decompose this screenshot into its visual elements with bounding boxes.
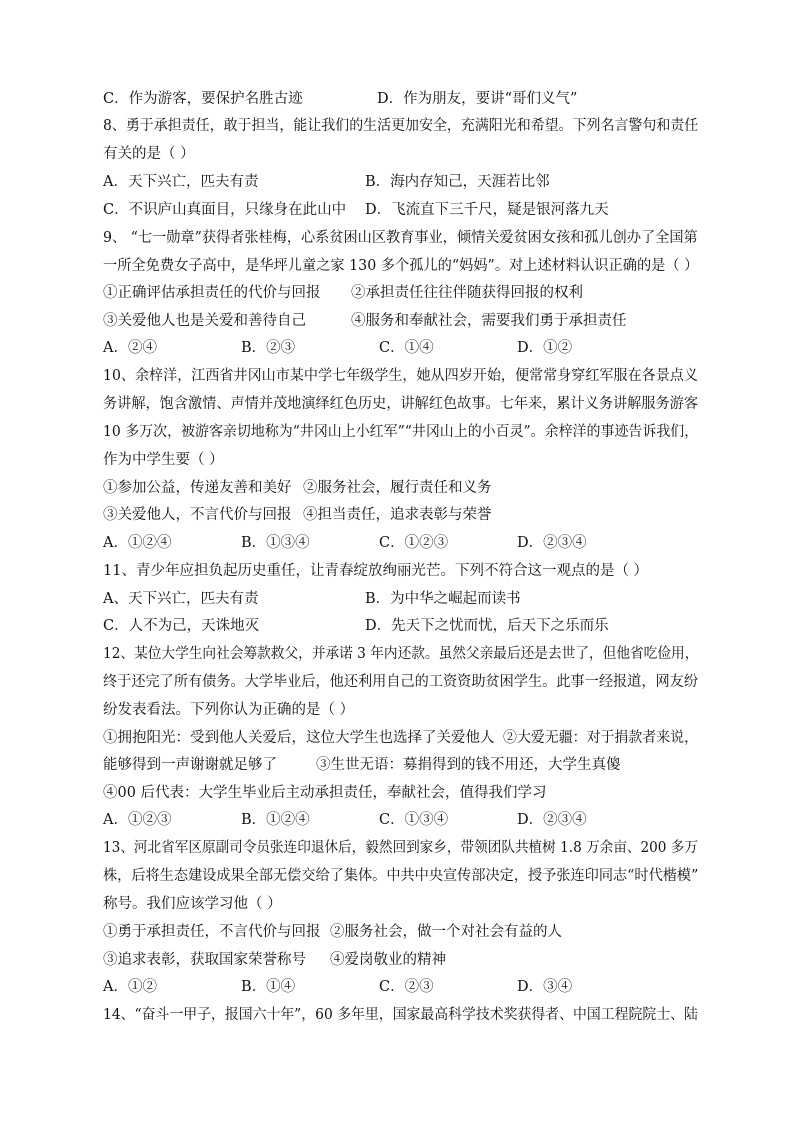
- text-line: [103, 421, 698, 443]
- text-line: [103, 227, 698, 249]
- line-text: 株，后将生态建设成果全部无偿交给了集体。中共中央宣传部决定，授予张连印同志“时代楷模”: [103, 868, 699, 884]
- line-text: 10、余梓洋，江西省井冈山市某中学七年级学生，她从四岁开始，便常常身穿红军服在各景点义: [103, 368, 698, 384]
- option-text: ①拥抱阳光：受到他人关爱后，这位大学生也选择了关爱他人: [103, 730, 495, 746]
- option-text: A．天下兴亡，匹夫有责: [103, 174, 259, 190]
- text-line: [103, 477, 698, 499]
- text-line: [103, 143, 698, 165]
- text-line: [103, 310, 698, 332]
- text-line: [103, 949, 698, 971]
- text-line: [103, 365, 698, 387]
- line-text: 14、“奋斗一甲子，报国六十年”，60 多年里，国家最高科学技术奖获得者、中国工程院院士、陆: [103, 1007, 698, 1023]
- option-text: B．②③: [241, 340, 296, 356]
- option-text: A．①②③: [103, 812, 172, 828]
- option-text: B．①②④: [241, 812, 310, 828]
- option-text: ④服务和奉献社会，需要我们勇于承担责任: [351, 313, 627, 329]
- text-line: [103, 560, 698, 582]
- text-line: [103, 199, 698, 221]
- text-line: [103, 171, 698, 193]
- option-text: B．①④: [241, 979, 296, 995]
- text-line: [103, 727, 698, 749]
- text-line: [103, 115, 698, 137]
- option-text: C．①④: [379, 340, 434, 356]
- text-line: [103, 337, 698, 359]
- option-text: A．①②: [103, 979, 157, 995]
- text-line: [103, 699, 698, 721]
- option-text: ②服务社会，做一个对社会有益的人: [330, 924, 562, 940]
- option-text: ①参加公益，传递友善和美好: [103, 480, 292, 496]
- option-text: B．①③④: [241, 535, 310, 551]
- text-line: [103, 1004, 698, 1026]
- option-text: C．作为游客，要保护名胜古迹: [103, 91, 303, 107]
- option-text: D．③④: [517, 979, 573, 995]
- line-text: 有关的是（ ）: [103, 146, 195, 162]
- option-text: ①勇于承担责任，不言代价与回报: [103, 924, 321, 940]
- option-text: ④担当责任，追求表彰与荣誉: [303, 507, 492, 523]
- text-line: [103, 865, 698, 887]
- option-text: ③追求表彰，获取国家荣誉称号: [103, 952, 306, 968]
- option-text: D．先天下之忧而忧，后天下之乐而乐: [365, 618, 609, 634]
- text-line: [103, 282, 698, 304]
- line-text: 务讲解，饱含激情、声情并茂地演绎红色历史，讲解红色故事。七年来，累计义务讲解服务游客: [103, 396, 698, 412]
- option-text: A、天下兴亡，匹夫有责: [103, 591, 259, 607]
- line-text: 作为中学生要（ ）: [103, 452, 224, 468]
- text-line: [103, 837, 698, 859]
- option-text: C．①③④: [379, 812, 449, 828]
- option-text: ①正确评估承担责任的代价与回报: [103, 285, 321, 301]
- text-line: [103, 449, 698, 471]
- option-text: A．①②④: [103, 535, 172, 551]
- text-line: [103, 588, 698, 610]
- line-text: 终于还完了所有债务。大学毕业后，他还利用自己的工资资助贫困学生。此事一经报道，网友纷: [103, 674, 698, 690]
- option-text: ③关爱他人也是关爱和善待自己: [103, 313, 306, 329]
- option-text: A．②④: [103, 340, 157, 356]
- line-text: 一所全免费女子高中，是华坪儿童之家 130 多个孤儿的“妈妈”。对上述材料认识正确的是（ ）: [103, 258, 699, 274]
- text-line: [103, 809, 698, 831]
- option-text: C．不识庐山真面目，只缘身在此山中: [103, 202, 347, 218]
- text-line: [103, 976, 698, 998]
- option-text: ③生世无语：募捐得到的钱不用还，大学生真傻: [316, 757, 621, 773]
- option-text: ②服务社会，履行责任和义务: [303, 480, 492, 496]
- option-text: ②大爱无疆：对于捐款者来说，: [503, 730, 698, 746]
- text-line: [103, 393, 698, 415]
- text-line: [103, 754, 698, 776]
- line-text: 10 多万次，被游客亲切地称为“井冈山上小红军”“井冈山上的小百灵”。余梓洋的事迹告诉我们，: [103, 424, 699, 440]
- line-text: 9、 “七一勋章”获得者张桂梅，心系贫困山区教育事业，倾情关爱贫困女孩和孤儿创办了全国第: [103, 230, 698, 246]
- option-text: C．②③: [379, 979, 434, 995]
- option-text: ②承担责任往往伴随获得回报的权利: [351, 285, 583, 301]
- option-text: ④爱岗敬业的精神: [330, 952, 446, 968]
- line-text: 12、某位大学生向社会筹款救父，并承诺 3 年内还款。虽然父亲最后还是去世了，但他省吃俭用，: [103, 646, 699, 662]
- text-line: [103, 893, 698, 915]
- text-line: [103, 615, 698, 637]
- text-line: [103, 643, 698, 665]
- option-text: D．②③④: [517, 812, 587, 828]
- text-line: [103, 255, 698, 277]
- option-text: B．海内存知己，天涯若比邻: [365, 174, 550, 190]
- option-text: D．①②: [517, 340, 573, 356]
- text-line: [103, 671, 698, 693]
- text-line: [103, 782, 698, 804]
- option-text: C．人不为己，天诛地灭: [103, 618, 260, 634]
- line-text: 13、河北省军区原副司令员张连印退休后，毅然回到家乡，带领团队共植树 1.8 万余亩、200 多万: [103, 840, 699, 856]
- option-text: C．①②③: [379, 535, 449, 551]
- text-line: [103, 504, 698, 526]
- line-text: 8、勇于承担责任，敢于担当，能让我们的生活更加安全，充满阳光和希望。下列名言警句和责任: [103, 118, 699, 134]
- option-text: 能够得到一声谢谢就足够了: [103, 757, 277, 773]
- text-line: [103, 532, 698, 554]
- option-text: D．②③④: [517, 535, 587, 551]
- line-text: 称号。我们应该学习他（ ）: [103, 896, 282, 912]
- line-text: 11、青少年应担负起历史重任，让青春绽放绚丽光芒。下列不符合这一观点的是（ ）: [103, 563, 649, 579]
- option-text: D．作为朋友，要讲“哥们义气”: [377, 91, 578, 107]
- line-text: ④00 后代表：大学生毕业后主动承担责任，奉献社会，值得我们学习: [103, 785, 547, 801]
- option-text: B．为中华之崛起而读书: [365, 591, 521, 607]
- option-text: ③关爱他人，不言代价与回报: [103, 507, 292, 523]
- option-text: D．飞流直下三千尺，疑是银河落九天: [365, 202, 609, 218]
- text-line: [103, 88, 698, 110]
- text-line: [103, 921, 698, 943]
- line-text: 纷发表看法。下列你认为正确的是（ ）: [103, 702, 355, 718]
